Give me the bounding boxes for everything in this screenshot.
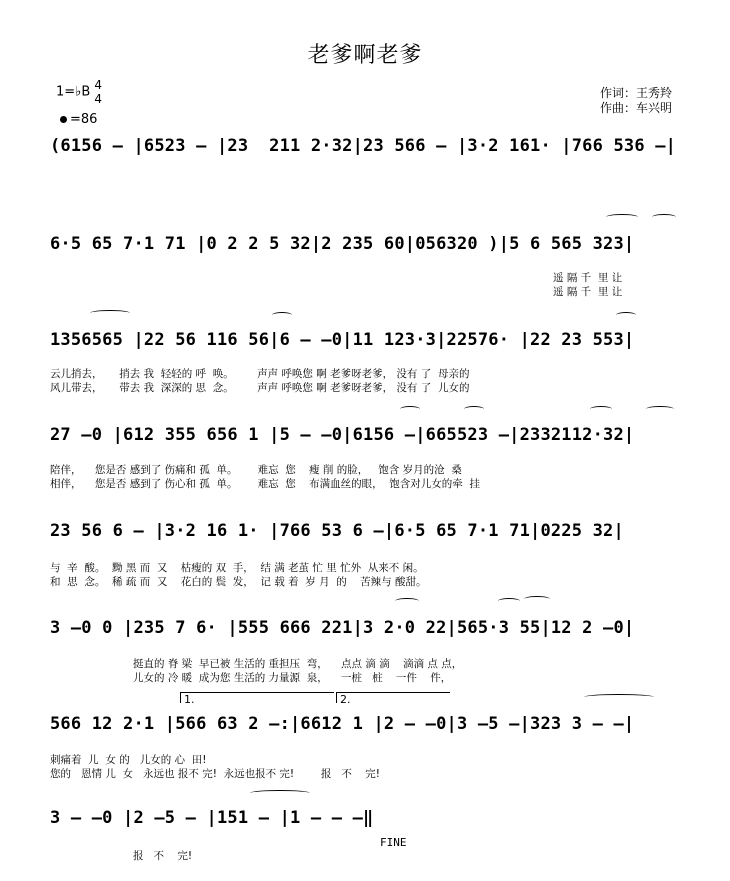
first-ending-bracket xyxy=(180,692,334,706)
composer-credit: 作曲：车兴明 xyxy=(600,101,673,115)
notation-row-4: 27 –0 |612 355 656 1 |5 – –0|6156 –|665523 –|2332112·32| xyxy=(50,425,635,445)
key-signature xyxy=(56,78,102,106)
notation-row-8: 3 – –0 |2 –5 – |151 – |1 – – –‖ xyxy=(50,808,374,828)
song-title: 老爹啊老爹 xyxy=(307,43,423,68)
quarter-note-icon xyxy=(60,116,67,123)
fine-marking: FINE xyxy=(380,836,407,849)
slur-mark xyxy=(590,406,612,412)
slur-mark xyxy=(652,214,676,220)
slur-mark xyxy=(616,312,636,318)
lyric-row-2-line-1: 遥 隔 千 里 让 xyxy=(553,272,623,284)
slur-mark xyxy=(606,214,638,220)
slur-mark xyxy=(250,790,310,796)
slur-mark xyxy=(524,596,550,602)
lyricist-credit: 作词：王秀羚 xyxy=(600,86,673,100)
slur-mark xyxy=(584,694,654,700)
flat-sign: ♭ xyxy=(75,84,82,100)
tempo-marking xyxy=(60,112,97,127)
lyric-row-8: 报 不 完! xyxy=(133,850,193,862)
lyric-row-6-line-2: 儿女的 冷 暖 成为您 生活的 力量源 泉， 一桩 桩 一件 件， xyxy=(133,672,452,684)
key-note: B xyxy=(81,84,91,100)
second-ending-label: 2. xyxy=(340,693,351,706)
notation-row-3: 1356565 |22 56 116 56|6 – –0|11 123·3|22576· |22 23 553| xyxy=(50,330,635,350)
slur-mark xyxy=(272,312,292,318)
first-ending-label: 1. xyxy=(184,693,195,706)
slur-mark xyxy=(464,406,484,412)
lyric-row-4-line-1: 陪伴， 您是否 感到了 伤痛和 孤 单。 难忘 您 瘦 削 的脸， 饱含 岁月的沧 桑 xyxy=(50,464,462,476)
notation-row-5: 23 56 6 – |3·2 16 1· |766 53 6 –|6·5 65 7·1 71|0225 32| xyxy=(50,521,624,541)
notation-row-1: (6156 – |6523 – |23 211 2·32|23 566 – |3·2 161· |766 536 –| xyxy=(50,136,677,156)
lyric-row-7-line-1: 刺痛着 儿 女 的 儿女的 心 田! xyxy=(50,754,207,766)
lyric-row-6-line-1: 挺直的 脊 梁 早已被 生活的 重担压 弯， 点点 滴 滴 滴滴 点 点， xyxy=(133,658,463,670)
slur-mark xyxy=(498,598,520,604)
second-ending-bracket xyxy=(336,692,450,706)
time-bottom: 4 xyxy=(94,92,103,106)
notation-row-2: 6·5 65 7·1 71 |0 2 2 5 32|2 235 60|056320 )|5 6 565 323| xyxy=(50,234,635,254)
slur-mark xyxy=(646,406,674,412)
time-signature xyxy=(94,78,102,106)
time-top: 4 xyxy=(94,78,103,92)
slur-mark xyxy=(90,310,130,316)
lyric-row-4-line-2: 相伴， 您是否 感到了 伤心和 孤 单。 难忘 您 布满血丝的眼， 饱含对儿女的牵 挂 xyxy=(50,478,480,490)
lyric-row-3-line-2: 风儿带去， 带去 我 深深的 思 念。 声声 呼唤您 啊 老爹呀老爹， 没有 了 儿女的 xyxy=(50,382,470,394)
lyric-row-3-line-1: 云儿捎去， 捎去 我 轻轻的 呼 唤。 声声 呼唤您 啊 老爹呀老爹， 没有 了 母亲的 xyxy=(50,368,470,380)
notation-row-6: 3 –0 0 |235 7 6· |555 666 221|3 2·0 22|565·3 55|12 2 –0| xyxy=(50,618,635,638)
tempo-value: =86 xyxy=(70,112,98,127)
key-prefix: 1= xyxy=(56,84,76,100)
notation-row-7: 566 12 2·1 |566 63 2 –:|6612 1 |2 – –0|3 –5 –|323 3 – –| xyxy=(50,714,635,734)
lyric-row-5-line-2: 和 思 念。 稀 疏 而 又 花白的 鬓 发， 记 载 着 岁 月 的 苦辣与 酸甜。 xyxy=(50,576,427,588)
lyric-row-7-line-2: 您的 恩情 儿 女 永远也 报不 完! 永远也报不 完! 报 不 完! xyxy=(50,768,380,780)
lyric-row-5-line-1: 与 辛 酸。 黝 黑 而 又 枯瘦的 双 手， 结 满 老茧 忙 里 忙外 从来不 闲。 xyxy=(50,562,424,574)
slur-mark xyxy=(395,598,419,604)
lyric-row-2-line-2: 遥 隔 千 里 让 xyxy=(553,286,623,298)
slur-mark xyxy=(400,406,420,412)
